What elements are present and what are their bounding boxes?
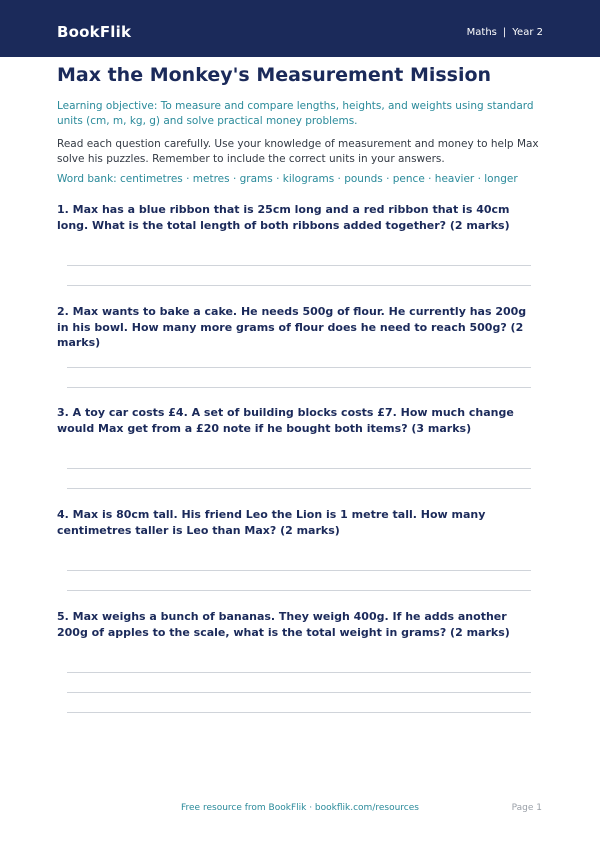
question-3: 3. A toy car costs £4. A set of building blocks costs £7. How much change would Max get from a £20 note if he bought both items? (3 marks) (57, 406, 514, 435)
answer-line[interactable] (67, 367, 531, 368)
subject-year (467, 27, 543, 38)
answer-line[interactable] (67, 570, 531, 571)
answer-line[interactable] (67, 387, 531, 388)
learning-objective: Learning objective: To measure and compare lengths, heights, and weights using standard units (cm, m, kg, g) and solve practical money problems. (57, 100, 534, 127)
answer-line[interactable] (67, 712, 531, 713)
header-bar (0, 0, 600, 57)
brand-logo: BookFlik (57, 23, 132, 41)
meta-separator: | (502, 27, 507, 38)
answer-line[interactable] (67, 285, 531, 286)
answer-line[interactable] (67, 488, 531, 489)
page-number: Page 1 (511, 803, 542, 813)
answer-line[interactable] (67, 672, 531, 673)
word-bank: Word bank: centimetres · metres · grams · kilograms · pounds · pence · heavier · longer (57, 173, 518, 185)
question-4: 4. Max is 80cm tall. His friend Leo the Lion is 1 metre tall. How many centimetres taller is Leo than Max? (2 marks) (57, 508, 486, 537)
page-title: Max the Monkey's Measurement Mission (57, 64, 492, 86)
instructions: Read each question carefully. Use your knowledge of measurement and money to help Max solve his puzzles. Remember to include the correct units in your answers. (57, 138, 539, 165)
question-2: 2. Max wants to bake a cake. He needs 500g of flour. He currently has 200g in his bowl. How many more grams of flour does he need to reach 500g? (2 marks) (57, 305, 527, 349)
answer-line[interactable] (67, 468, 531, 469)
year-label: Year 2 (512, 27, 543, 38)
footer-resource-link[interactable]: Free resource from BookFlik · bookflik.com/resources (181, 803, 419, 813)
answer-line[interactable] (67, 590, 531, 591)
subject-label: Maths (466, 27, 497, 38)
answer-line[interactable] (67, 692, 531, 693)
question-5: 5. Max weighs a bunch of bananas. They weigh 400g. If he adds another 200g of apples to the scale, what is the total weight in grams? (2 marks) (57, 610, 510, 639)
answer-line[interactable] (67, 265, 531, 266)
question-1: 1. Max has a blue ribbon that is 25cm long and a red ribbon that is 40cm long. What is the total length of both ribbons added together? (2 marks) (57, 203, 510, 232)
